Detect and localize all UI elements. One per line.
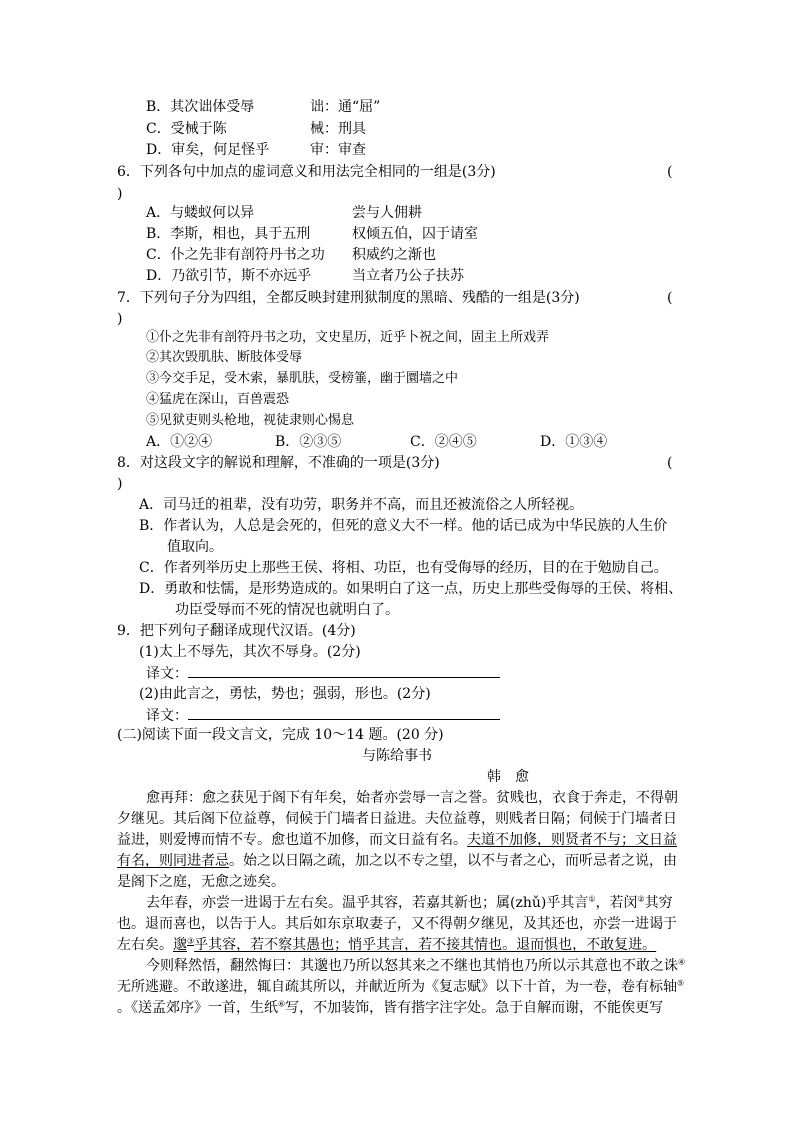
q7-choice-d: D．①③④ [540,434,608,450]
q8-option-d-line1: D．勇敢和怯懦，是形势造成的。如果明白了这一点，历史上那些受侮辱的王侯、将相、 [139,581,683,597]
underlined-sentence: 夫道不加修，则贤者不与；文日益 [467,832,677,848]
passage-author: 韩 愈 [487,769,529,785]
footnote-mark: ⑥ [278,999,286,1009]
footnote-mark: ① [588,894,596,904]
footnote-mark: ⑤ [677,978,685,988]
q7-item-3: ③今交手足，受木索，暴肌肤，受榜箠，幽于圜墙之中 [146,371,459,386]
q8-stem: 8．对这段文字的解说和理解，不准确的一项是(3分) [117,455,440,471]
q6-option-c-b: 积威约之渐也 [352,247,436,263]
q6-stem: 6．下列各句中加点的虚词意义和用法完全相同的一组是(3分) [117,164,496,180]
passage-line-10 [117,977,684,997]
q9-translation-1 [146,663,500,684]
passage-text: 其穷 [644,895,673,911]
q6-option-d-b: 当立者乃公子扶苏 [352,268,464,284]
footnote-mark: ② [637,894,645,904]
passage-title: 与陈给事书 [362,748,432,764]
translation-label: 译文： [146,666,188,682]
q7-choice-c: C．②④⑤ [410,434,477,450]
q8-option-d-line2: 功臣受辱而不死的情况也就明白了。 [175,602,399,618]
q6-option-c: C．仆之先非有剖符丹书之功 [146,247,325,263]
q5-option-c: C．受械于陈 [146,121,227,137]
underlined-sentence: 有名，则同进者忌 [117,853,229,869]
q7-stem: 7．下列句子分为四组，全都反映封建刑狱制度的黑暗、残酷的一组是(3分) [117,290,580,306]
passage-line-2: 夕继见。其后阁下位益尊，伺候于门墙者日益进。夫位益尊，则贱者日隔；伺候于门墙者日 [117,811,677,827]
passage-text: 左右矣。 [117,937,173,953]
passage-text: 。《送孟郊序》一首，生纸 [117,1000,278,1016]
passage-text: 。始之以日隔之疏，加之以不专之望，以不与者之心，而听忌者之说，由 [229,853,677,869]
underlined-word: 邈 [173,937,187,953]
translation-label: 译文： [146,708,188,724]
q7-item-1: ①仆之先非有剖符丹书之功，文史星历，近乎卜祝之间，固主上所戏弄 [146,330,550,345]
q6-answer-paren-open: ( [667,164,673,180]
section2-intro: (二)阅读下面一段文言文，完成 10～14 题。(20 分) [117,727,444,743]
passage-line-9 [146,956,685,976]
passage-line-5: 是阁下之庭，无愈之迹矣。 [117,874,285,890]
footnote-mark: ④ [678,957,686,967]
q8-answer-paren-open: ( [667,455,673,471]
option-text: B．其次诎体受辱 [146,99,255,115]
q7-item-2: ②其次毁肌肤、断肢体受辱 [146,350,303,365]
footnote-mark: ③ [187,936,195,946]
passage-line-6 [146,893,673,913]
q8-option-c: C．作者列举历史上那些王侯、将相、功臣，也有受侮辱的经历，目的在于勉励自己。 [139,560,668,576]
q9-translation-2 [146,705,500,726]
passage-text: 去年春，亦尝一进谒于左右矣。温乎其容，若嘉其新也；属(zhǔ)乎其言 [146,895,589,911]
passage-line-4 [117,851,677,871]
q7-item-4: ④猛虎在深山，百兽震恐 [146,392,290,407]
q7-choice-a: A．①②④ [146,434,213,450]
q5-option-b-note: 诎：通“屈” [310,99,381,115]
passage-text: 益进，则爱博而情不专。愈也道不加修，而文日益有名。 [117,832,467,848]
q6-option-a: A．与蝼蚁何以异 [146,205,255,221]
q5-option-c-note: 械：刑具 [310,121,366,137]
q6-answer-paren-close: ) [117,186,123,202]
underlined-sentence: 乎其容，若不察其愚也；悄乎其言，若不接其情也。退而惧也，不敢复进。 [194,937,657,953]
passage-line-7: 也。退而喜也，以告于人。其后如东京取妻子，又不得朝夕继见，及其还也，亦尝一进谒于 [117,916,677,932]
q7-item-5: ⑤见狱吏则头枪地，视徒隶则心惕息 [146,413,355,428]
q8-option-b-line1: B．作者认为，人总是会死的，但死的意义大不一样。他的话已成为中华民族的人生价 [139,518,668,534]
passage-line-8 [117,935,656,955]
q6-option-d: D．乃欲引节，斯不亦远乎 [146,268,312,284]
q5-option-d-note: 审：审查 [310,142,366,158]
q7-answer-paren-open: ( [667,290,673,306]
q9-sentence-2: (2)由此言之，勇怯，势也；强弱，形也。(2分) [139,686,431,702]
passage-line-11 [117,998,663,1018]
q8-option-b-line2: 值取向。 [167,539,223,555]
q5-option-d: D．审矣，何足怪乎 [146,142,270,158]
passage-line-1: 愈再拜：愈之获见于阁下有年矣，始者亦尝辱一言之誉。贫贱也，衣食于奔走，不得朝 [146,790,678,806]
q7-choice-b: B．②③⑤ [275,434,342,450]
q8-option-a: A．司马迁的祖辈，没有功劳，职务并不高，而且还被流俗之人所轻视。 [139,497,584,513]
translation-2-blank[interactable] [188,705,500,720]
q8-answer-paren-close: ) [117,476,123,492]
passage-text: 今则释然悟，翻然悔曰：其邈也乃所以怒其来之不继也其悄也乃所以示其意也不敢之诛 [146,958,678,974]
q6-option-b: B．李斯，相也，具于五刑 [146,226,311,242]
q5-option-b [146,97,254,117]
passage-line-3 [117,830,677,850]
q7-answer-paren-close: ) [117,311,123,327]
q9-stem: 9．把下列句子翻译成现代汉语。(4分) [117,623,356,639]
passage-text: 写，不加装饰，皆有揩字注字处。急于自解而谢，不能俟更写 [285,1000,664,1016]
q6-option-a-b: 尝与人佣耕 [352,205,422,221]
q9-sentence-1: (1)太上不辱先，其次不辱身。(2分) [139,644,361,660]
translation-1-blank[interactable] [188,663,500,678]
q6-option-b-b: 权倾五伯，囚于请室 [352,226,478,242]
passage-text: 无所逃避。不敢遂进，辄自疏其所以，并献近所为《复志赋》以下十首，为一卷，卷有标轴 [117,979,677,995]
passage-text: ，若闵 [595,895,638,911]
